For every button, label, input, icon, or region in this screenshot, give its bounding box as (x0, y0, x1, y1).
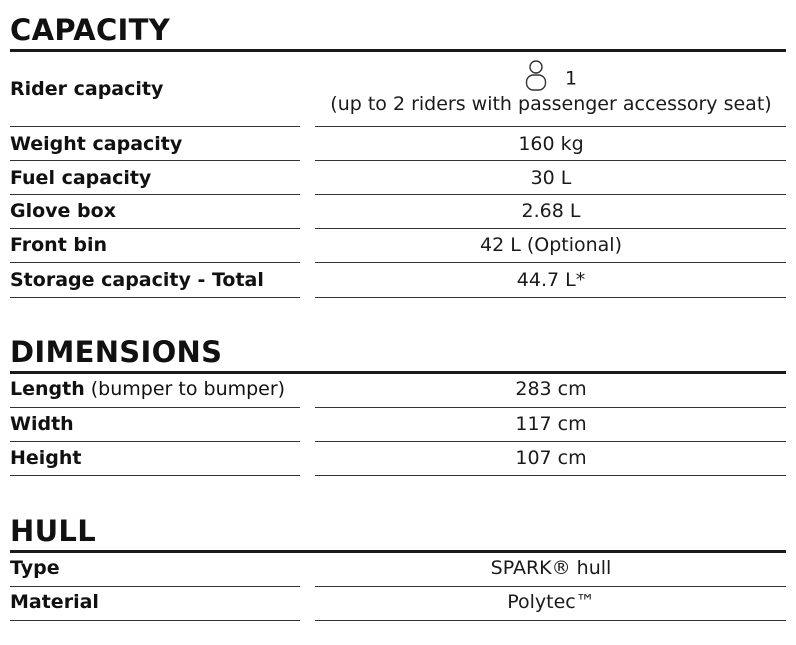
table-row (10, 408, 786, 442)
capacity-title: CAPACITY (10, 13, 171, 47)
rider-capacity-label: Rider capacity (10, 78, 164, 100)
table-row (10, 553, 786, 587)
divider (10, 297, 300, 298)
rider-capacity-row (10, 54, 786, 127)
divider (315, 475, 786, 476)
front-bin-label: Front bin (10, 234, 108, 256)
material-value: Polytec™ (507, 591, 595, 613)
rider-capacity-count: 1 (564, 67, 578, 90)
table-row (10, 263, 786, 297)
glove-box-label: Glove box (10, 200, 116, 222)
type-value: SPARK® hull (490, 557, 612, 579)
length-value: 283 cm (515, 378, 587, 400)
table-row (10, 161, 786, 195)
storage-total-value: 44.7 L* (516, 269, 586, 291)
length-label (10, 378, 285, 400)
table-row (10, 127, 786, 161)
divider (315, 620, 786, 621)
rider-capacity-value (316, 60, 786, 115)
divider (10, 620, 300, 621)
hull-section (10, 514, 786, 613)
length-label-sub: (bumper to bumper) (84, 378, 286, 400)
glove-box-value: 2.68 L (521, 200, 581, 222)
hull-title: HULL (10, 514, 96, 548)
width-label: Width (10, 413, 74, 435)
front-bin-value: 42 L (Optional) (480, 234, 622, 256)
fuel-capacity-label: Fuel capacity (10, 167, 152, 189)
rider-capacity-note: (up to 2 riders with passenger accessory seat) (330, 93, 772, 115)
divider (10, 475, 300, 476)
height-value: 107 cm (515, 447, 587, 469)
material-label: Material (10, 591, 99, 613)
width-value: 117 cm (515, 413, 587, 435)
table-row (10, 195, 786, 229)
dimensions-title: DIMENSIONS (10, 335, 223, 369)
dimensions-section (10, 335, 786, 469)
table-row (10, 587, 786, 621)
length-label-main: Length (10, 378, 85, 400)
rider-icon (525, 60, 547, 97)
capacity-section (10, 13, 786, 291)
height-label: Height (10, 447, 82, 469)
fuel-capacity-value: 30 L (530, 167, 572, 189)
capacity-rule (10, 49, 786, 52)
table-row (10, 374, 786, 408)
divider (315, 297, 786, 298)
type-label: Type (10, 557, 60, 579)
weight-capacity-label: Weight capacity (10, 133, 183, 155)
table-row (10, 442, 786, 476)
table-row (10, 229, 786, 263)
weight-capacity-value: 160 kg (518, 133, 584, 155)
storage-total-label: Storage capacity - Total (10, 269, 264, 291)
